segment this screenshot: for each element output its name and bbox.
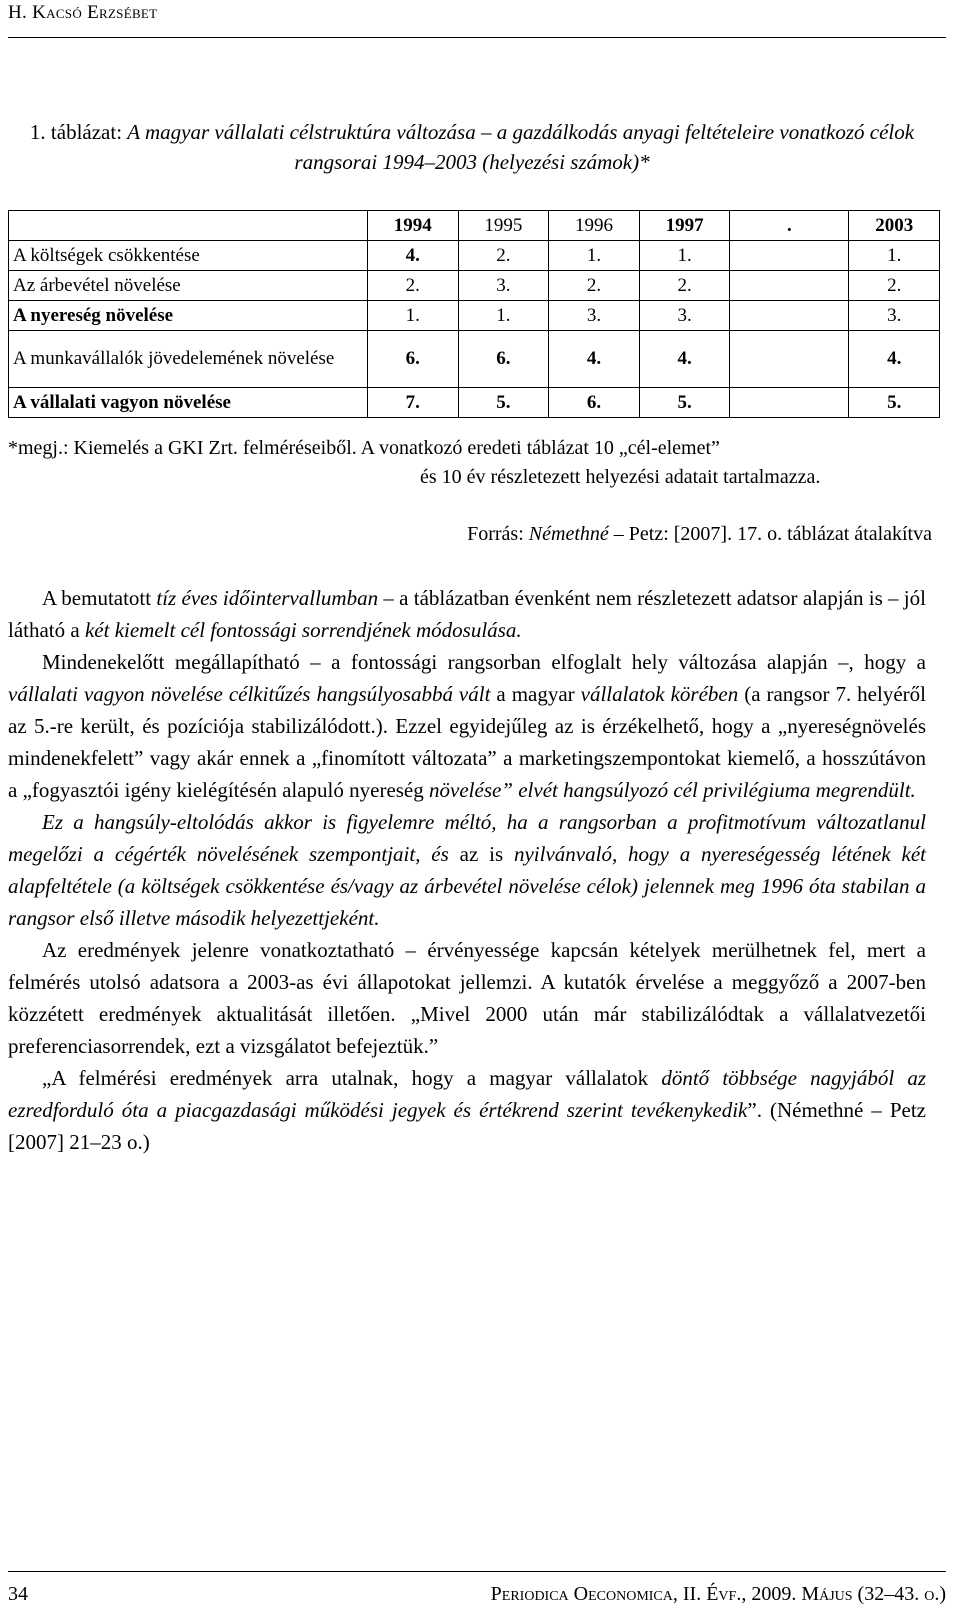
body-paragraph xyxy=(8,582,926,646)
body-text xyxy=(8,582,926,1158)
text-run: Mindenekelőtt megállapítható – a fontossági rangsorban elfoglalt hely változása alapján –, hogy a xyxy=(42,650,926,674)
body-paragraph xyxy=(8,934,926,1062)
table-row xyxy=(9,241,940,271)
row-label: A vállalati vagyon növelése xyxy=(9,388,368,418)
table-header-cell: 1996 xyxy=(549,211,640,241)
table-cell: 1. xyxy=(849,241,940,271)
table-cell: 1. xyxy=(458,301,549,331)
table-header-cell: 1995 xyxy=(458,211,549,241)
table-header-row xyxy=(9,211,940,241)
table-cell xyxy=(730,271,849,301)
table-note-line1: *megj.: Kiemelés a GKI Zrt. felméréseiből. A vonatkozó eredeti táblázat 10 „cél-elemet” xyxy=(8,437,720,459)
table-cell: 1. xyxy=(368,301,459,331)
table-cell: 4. xyxy=(639,331,730,388)
table-caption xyxy=(8,117,936,177)
table-source xyxy=(467,523,932,546)
emphasis-run: két kiemelt cél fontossági sorrendjének módosulása. xyxy=(84,618,522,642)
table-cell: 7. xyxy=(368,388,459,418)
table-cell: 2. xyxy=(639,271,730,301)
emphasis-run: tíz éves időintervallumban xyxy=(156,586,379,610)
table-cell: 4. xyxy=(368,241,459,271)
table-row xyxy=(9,301,940,331)
table-cell xyxy=(730,388,849,418)
row-label: Az árbevétel növelése xyxy=(9,271,368,301)
emphasis-run: vállalati vagyon növelése célkitűzés hangsúlyosabbá vált xyxy=(8,682,491,706)
emphasis-run: vállalatok körében xyxy=(580,682,739,706)
body-paragraph xyxy=(8,806,926,934)
table-header-cell: 1994 xyxy=(368,211,459,241)
table-cell: 2. xyxy=(549,271,640,301)
source-author: Némethné xyxy=(528,523,609,545)
table-row xyxy=(9,388,940,418)
table-cell: 6. xyxy=(368,331,459,388)
text-run: Az eredmények jelenre vonatkoztatható – érvényessége kapcsán kételyek merülhetnek fel, mert a felmérés utolsó adatsora a 2003-as évi állapotokat jellemzi. A kutatók érvelése a meggyőző a 2007-ben közzétett eredmények aktualitását illetően. „Mivel 2000 után már stabilizálódtak a vállalatvezetői preferenciasorrendek, ezt a vizsgálatot befejeztük.” xyxy=(8,938,926,1058)
table-cell: 6. xyxy=(549,388,640,418)
table-cell: 3. xyxy=(849,301,940,331)
table-cell: 5. xyxy=(639,388,730,418)
emphasis-run: döntő többsége nagyjából az ezredforduló óta a piacgazdasági működési jegyek és értékrend szerint tevékenykedik xyxy=(8,1066,926,1122)
emphasis-run: növelése” elvét hangsúlyozó cél privilégiuma megrendült. xyxy=(429,778,916,802)
table-caption-label: 1. táblázat: xyxy=(29,120,128,144)
running-head: H. Kacsó Erzsébet xyxy=(8,2,158,23)
table-cell: 1. xyxy=(639,241,730,271)
table-row xyxy=(9,331,940,388)
table-cell xyxy=(730,301,849,331)
text-run: – a táblázatban évenként nem részletezett adatsor alapján is – jól látható a xyxy=(8,586,926,642)
source-rest: – Petz: [2007]. 17. o. táblázat átalakítva xyxy=(608,523,932,545)
footer-rule xyxy=(8,1571,946,1572)
table-cell: 6. xyxy=(458,331,549,388)
table-cell: 2. xyxy=(458,241,549,271)
table-cell: 1. xyxy=(549,241,640,271)
emphasis-run: Ez a hangsúly-eltolódás akkor is figyelemre méltó, ha a rangsorban a profitmotívum változatlanul megelőzi a cégérték növelésének szempontjait, és xyxy=(8,810,926,866)
table-row xyxy=(9,271,940,301)
table-header-empty xyxy=(9,211,368,241)
table-cell: 5. xyxy=(849,388,940,418)
table-note xyxy=(8,434,932,492)
text-run: „A felmérési eredmények arra utalnak, hogy a magyar vállalatok xyxy=(42,1066,662,1090)
journal-citation: Periodica Oeconomica, II. Évf., 2009. Május (32–43. o.) xyxy=(490,1583,946,1605)
table-cell xyxy=(730,241,849,271)
header-rule xyxy=(8,37,946,38)
table-cell: 4. xyxy=(549,331,640,388)
body-paragraph xyxy=(8,646,926,806)
row-label: A költségek csökkentése xyxy=(9,241,368,271)
table-cell: 3. xyxy=(549,301,640,331)
table-cell: 3. xyxy=(458,271,549,301)
text-run: (a rangsor 7. helyéről az 5.-re került, és pozíciója stabilizálódott.). Ezzel egyidejűleg az is érzékelhető, hogy a „nyereségnövelés mindenekfelett” vagy akár ennek a „finomított változata” a marketingszempontokat kiemelő, a hosszútávon a „fogyasztói igény kielégítésén alapuló nyereség xyxy=(8,682,926,802)
table-cell: 4. xyxy=(849,331,940,388)
body-paragraph xyxy=(8,1062,926,1158)
table-header-cell: 2003 xyxy=(849,211,940,241)
page-number: 34 xyxy=(8,1583,28,1605)
table-cell: 3. xyxy=(639,301,730,331)
row-label: A nyereség növelése xyxy=(9,301,368,331)
text-run: a magyar xyxy=(490,682,581,706)
text-run: az is xyxy=(448,842,514,866)
table-cell: 2. xyxy=(849,271,940,301)
table-cell xyxy=(730,331,849,388)
table-caption-text: A magyar vállalati célstruktúra változása – a gazdálkodás anyagi feltételeire vonatkozó célok rangsorai 1994–2003 (helyezési számok)* xyxy=(127,120,915,174)
table-note-line2: és 10 év részletezett helyezési adatait tartalmazza. xyxy=(420,466,821,488)
emphasis-run: nyilvánvaló, hogy a nyereségesség létének két alapfeltétele (a költségek csökkentése és/vagy az árbevétel növelése célok) jelennek meg 1996 óta stabilan a rangsor első illetve második helyezettjeként. xyxy=(8,842,926,930)
table-cell: 5. xyxy=(458,388,549,418)
text-run: ”. (Némethné – Petz [2007] 21–23 o.) xyxy=(8,1098,926,1154)
table-cell: 2. xyxy=(368,271,459,301)
table-header-cell: 1997 xyxy=(639,211,730,241)
row-label: A munkavállalók jövedelemének növelése xyxy=(9,331,368,388)
source-prefix: Forrás: xyxy=(467,523,529,545)
text-run: A bemutatott xyxy=(42,586,157,610)
table-header-cell: . xyxy=(730,211,849,241)
ranking-table xyxy=(8,210,940,418)
